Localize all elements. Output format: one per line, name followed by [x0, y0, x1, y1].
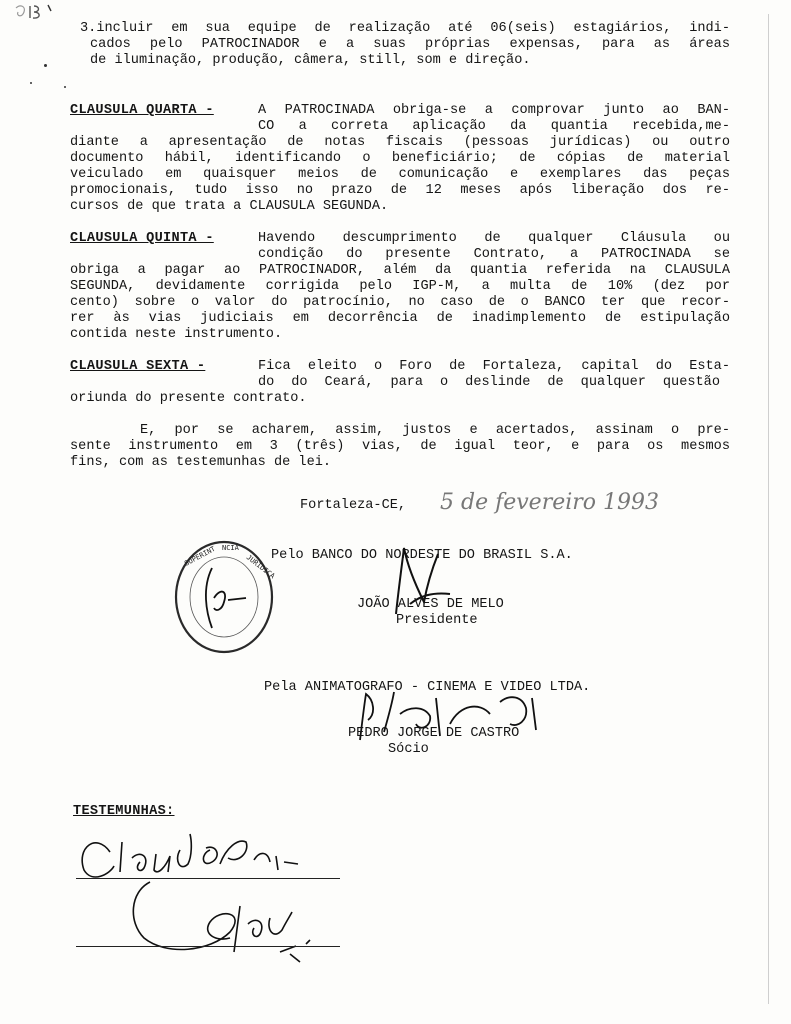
witness2-signature-line — [76, 946, 340, 947]
svg-text:SUPERINT: SUPERINT — [183, 544, 217, 568]
margin-mark-icon — [14, 2, 56, 24]
bank-signatory-role: Presidente — [396, 613, 478, 628]
place-label: Fortaleza-CE, — [300, 498, 407, 513]
scan-dot — [44, 64, 47, 67]
svg-text:JURIDICA: JURIDICA — [244, 553, 276, 581]
clausula-sexta-first-line: Fica eleito o Foro de Fortaleza, capital do Esta- — [258, 359, 730, 374]
clausula-quarta-line: documento hábil, identificando o beneficiário; de cópias de material — [70, 151, 730, 166]
scan-dot — [64, 86, 66, 88]
closing-line: fins, com as testemunhas de lei. — [70, 455, 332, 470]
clausula-quinta-line: cento) sobre o valor do patrocínio, no caso de o BANCO ter que recor- — [70, 295, 730, 310]
clausula-quarta-line: CO a correta aplicação da quantia recebida,me- — [258, 119, 730, 134]
clausula-quarta-line: promocionais, tudo isso no prazo de 12 meses após liberação dos re- — [70, 183, 730, 198]
closing-line: E, por se acharem, assim, justos e acertados, assinam o pre- — [140, 423, 730, 438]
clausula-quinta-line: obriga a pagar ao PATROCINADOR, além da quantia referida na CLAUSULA — [70, 263, 730, 278]
clausula-quinta-line: contida neste instrumento. — [70, 327, 283, 342]
clausula-quinta-line: SEGUNDA, devidamente corrigida pelo IGP-M, a multa de 10% (dez por — [70, 279, 730, 294]
witnesses-heading: TESTEMUNHAS: — [73, 804, 175, 819]
item3-line: 3.incluir em sua equipe de realização até 06(seis) estagiários, indi- — [80, 21, 730, 36]
witness1-signature-line — [76, 878, 340, 879]
clausula-quinta-first-line: Havendo descumprimento de qualquer Cláusula ou — [258, 231, 730, 246]
clausula-quinta-line: condição do presente Contrato, a PATROCINADA se — [258, 247, 730, 262]
company-label: Pela ANIMATOGRAFO - CINEMA E VIDEO LTDA. — [264, 680, 591, 695]
clausula-quarta-line: veiculado em quaisquer meios de comunicação e exemplares das peças — [70, 167, 730, 182]
clausula-sexta-line: oriunda do presente contrato. — [70, 391, 307, 406]
company-signatory-role: Sócio — [388, 742, 429, 757]
clausula-quarta-heading: CLAUSULA QUARTA - — [70, 103, 214, 118]
item3-line: de iluminação, produção, câmera, still, som e direção. — [90, 53, 531, 68]
bank-signatory: JOÃO ALVES DE MELO — [357, 597, 504, 612]
clausula-quarta-line: cursos de que trata a CLAUSULA SEGUNDA. — [70, 199, 389, 214]
closing-line: sente instrumento em 3 (três) vias, de igual teor, e para os mesmos — [70, 439, 730, 454]
clausula-quarta-first-line: A PATROCINADA obriga-se a comprovar junto ao BAN- — [258, 103, 730, 118]
clausula-sexta-line: do do Ceará, para o deslinde de qualquer questão — [258, 375, 720, 390]
scan-edge-line — [768, 14, 769, 1004]
company-signatory: PEDRO JORGE DE CASTRO — [348, 726, 520, 741]
clausula-quarta-line: diante a apresentação de notas fiscais (pessoas jurídicas) ou outro — [70, 135, 730, 150]
witness-signatures-icon — [70, 812, 350, 968]
clausula-quinta-line: rer às vias judiciais em decorrência de inadimplemento de estipulação — [70, 311, 730, 326]
clausula-sexta-heading: CLAUSULA SEXTA - — [70, 359, 206, 374]
bank-label: Pelo BANCO DO NORDESTE DO BRASIL S.A. — [271, 548, 573, 563]
scan-dot — [30, 82, 32, 84]
handwritten-date: 5 de fevereiro 1993 — [440, 490, 660, 515]
item3-line: cados pelo PATROCINADOR e a suas próprias expensas, para as áreas — [90, 37, 730, 52]
seal-stamp-icon — [172, 538, 276, 656]
svg-text:NCIA: NCIA — [222, 544, 239, 552]
clausula-quinta-heading: CLAUSULA QUINTA - — [70, 231, 214, 246]
